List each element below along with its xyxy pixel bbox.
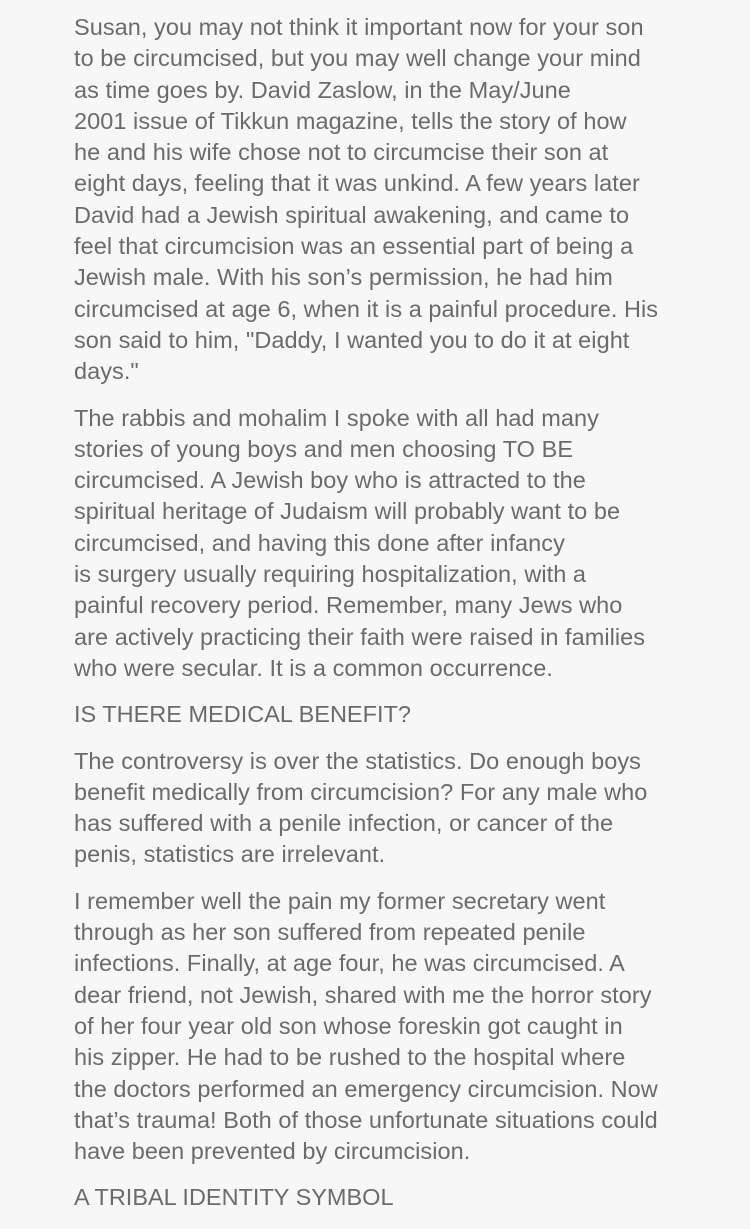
- section-heading-medical-benefit: IS THERE MEDICAL BENEFIT?: [74, 701, 411, 728]
- article-body: [74, 12, 710, 1229]
- text-line: spiritual heritage of Judaism will probably want to be: [74, 498, 621, 525]
- text-line: are actively practicing their faith were raised in families: [74, 623, 646, 650]
- text-line: of her four year old son whose foreskin got caught in: [74, 1012, 623, 1039]
- text-line: stories of young boys and men choosing TO BE: [74, 435, 574, 462]
- text-line: days.": [74, 358, 139, 385]
- text-line: penis, statistics are irrelevant.: [74, 841, 386, 868]
- text-line: through as her son suffered from repeated penile: [74, 919, 586, 946]
- text-line: circumcised. A Jewish boy who is attracted to the: [74, 467, 586, 494]
- text-line: David had a Jewish spiritual awakening, and came to: [74, 201, 630, 228]
- text-line: I remember well the pain my former secretary went: [74, 887, 606, 914]
- text-line: as time goes by. David Zaslow, in the May/June: [74, 76, 571, 103]
- text-line: The controversy is over the statistics. Do enough boys: [74, 747, 641, 774]
- text-line: circumcised, and having this done after infancy: [74, 529, 565, 556]
- text-line: is surgery usually requiring hospitalization, with a: [74, 561, 587, 588]
- text-line: that’s trauma! Both of those unfortunate situations could: [74, 1106, 658, 1133]
- text-line: to be circumcised, but you may well change your mind: [74, 45, 641, 72]
- text-line: have been prevented by circumcision.: [74, 1138, 471, 1165]
- text-line: son said to him, "Daddy, I wanted you to do it at eight: [74, 326, 630, 353]
- paragraph-zaslow-story: [74, 12, 710, 388]
- paragraph-rabbis-stories: [74, 403, 710, 685]
- text-line: benefit medically from circumcision? For any male who: [74, 778, 648, 805]
- text-line: painful recovery period. Remember, many Jews who: [74, 592, 623, 619]
- text-line: eight days, feeling that it was unkind. A few years later: [74, 170, 640, 197]
- section-heading-tribal-identity: A TRIBAL IDENTITY SYMBOL: [74, 1184, 394, 1211]
- text-line: feel that circumcision was an essential part of being a: [74, 233, 634, 260]
- text-line: Susan, you may not think it important now for your son: [74, 14, 644, 40]
- text-line: dear friend, not Jewish, shared with me the horror story: [74, 981, 652, 1008]
- paragraph-statistics: [74, 746, 710, 871]
- text-line: he and his wife chose not to circumcise their son at: [74, 139, 609, 166]
- text-line: who were secular. It is a common occurrence.: [74, 654, 553, 681]
- paragraph-personal-stories: [74, 886, 710, 1168]
- text-line: The rabbis and mohalim I spoke with all had many: [74, 404, 599, 431]
- text-line: 2001 issue of Tikkun magazine, tells the story of how: [74, 107, 627, 134]
- text-line: his zipper. He had to be rushed to the hospital where: [74, 1044, 626, 1071]
- text-line: infections. Finally, at age four, he was circumcised. A: [74, 950, 625, 977]
- text-line: the doctors performed an emergency circumcision. Now: [74, 1075, 658, 1102]
- text-line: has suffered with a penile infection, or cancer of the: [74, 810, 614, 837]
- text-line: Jewish male. With his son’s permission, he had him: [74, 264, 613, 291]
- text-line: circumcised at age 6, when it is a painful procedure. His: [74, 295, 659, 322]
